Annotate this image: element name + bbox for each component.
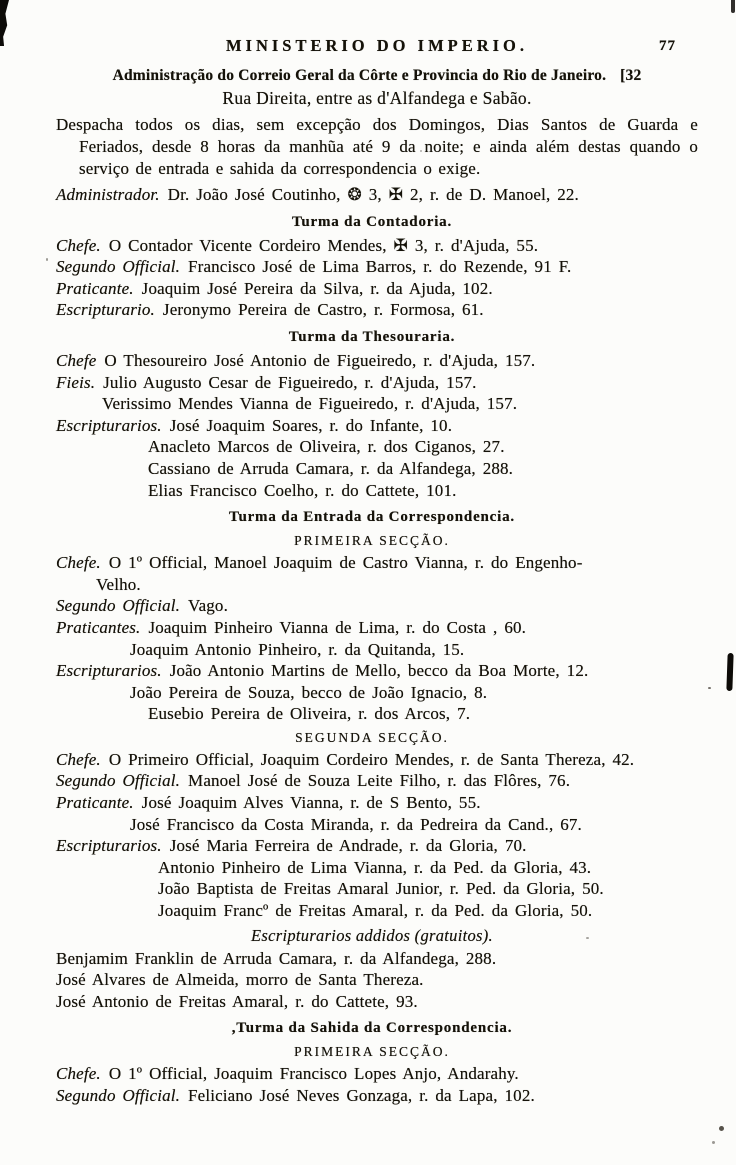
section-heading: Turma da Contadoria. [291,213,453,230]
entry-text: Feliciano José Neves Gonzaga, r. da Lapa, 102. [188,1086,535,1105]
directory-entry [56,814,698,836]
ink-speck [712,1141,715,1144]
entry-role-label: Escripturarios. [56,836,162,856]
directory-entry [56,857,698,879]
directory-entry [56,770,698,792]
intro-paragraph: Despacha todos os dias, sem excepção dos Domingos, Dias Santos de Guarda e Feriados, desde 8 horas da manhũa até 9 da noite; e ainda além destas quando o serviço de entrada e sahida da correspondencia o exige. [56,115,698,178]
directory-entry [56,703,698,725]
directory-entry [56,480,698,502]
directory-entry [56,436,698,458]
entry-role-label: Chefe. [56,1064,101,1084]
directory-entry [56,749,698,771]
directory-entry [56,595,698,617]
entry-text: José Maria Ferreira de Andrade, r. da Gloria, 70. [169,836,527,856]
entry-role-label: Praticantes. [56,617,141,637]
entry-role-label: Escripturario. [56,300,155,320]
running-head [56,36,698,60]
entry-text: Joaquim Francº de Freitas Amaral, r. da Ped. da Gloria, 50. [158,901,593,921]
masthead-title-text: Administração do Correio Geral da Côrte e Provincia do Rio de Janeiro. [112,67,607,84]
entry-text: Francisco José de Lima Barros, r. do Rezende, 91 F. [188,257,572,277]
section-heading: Turma da Entrada da Correspondencia. [229,509,515,526]
entry-text: José Joaquim Alves Vianna, r. de S Bento, 55. [141,793,481,813]
entry-role-label: Chefe. [56,553,101,573]
directory-entry [56,1085,698,1107]
entry-role-label: Escripturarios. [56,415,162,435]
entry-text: Dr. João José Coutinho, ❂ 3, ✠ 2, r. de D. Manoel, 22. [167,185,579,204]
directory-entry [56,792,698,814]
directory-entry [56,458,698,480]
directory-entry [56,415,698,437]
entry-text: Benjamim Franklin de Arruda Camara, r. da Alfandega, 288. [56,948,497,968]
directory-entry [56,660,698,682]
entry-text: Manoel José de Souza Leite Filho, r. das Flôres, 76. [188,771,571,791]
entry-text: João Antonio Martins de Mello, becco da Boa Morte, 12. [169,661,589,681]
entry-role-label: Chefe. [56,235,101,255]
subsection-heading: PRIMEIRA SECÇÃO. [294,533,450,549]
entry-text: Julio Augusto Cesar de Figueiredo, r. d'Ajuda, 157. [103,372,477,392]
entry-text: Verissimo Mendes Vianna de Figueiredo, r. d'Ajuda, 157. [102,394,518,414]
directory-entry [56,350,698,372]
entry-text: Cassiano de Arruda Camara, r. da Alfandega, 288. [148,458,514,478]
ink-mark-artifact [731,0,735,13]
entry-role-label: Administrador. [56,185,160,204]
entry-text: O Contador Vicente Cordeiro Mendes, ✠ 3, r. d'Ajuda, 55. [108,235,539,255]
section-heading: Turma da Thesouraria. [288,328,456,345]
entry-text: Anacleto Marcos de Oliveira, r. dos Ciganos, 27. [148,437,505,457]
entry-text: O Thesoureiro José Antonio de Figueiredo, r. d'Ajuda, 157. [104,350,536,370]
directory-entry [56,552,698,574]
ink-speck [708,687,711,689]
entry-text: Eusebio Pereira de Oliveira, r. dos Arcos, 7. [148,704,471,724]
entry-text: José Joaquim Soares, r. do Infante, 10. [169,415,453,435]
directory-entry [56,991,698,1013]
directory-entry [56,948,698,970]
directory-entry [56,835,698,857]
entry-role-label: Segundo Official. [56,257,181,277]
ink-speck [586,937,589,939]
entry-text: João Pereira de Souza, becco de João Ignacio, 8. [130,682,488,702]
subsection-heading: PRIMEIRA SECÇÃO. [294,1044,450,1060]
entry-role-label: Praticante. [56,278,134,298]
entry-role-label: Fieis. [56,372,96,392]
directory-entry [56,878,698,900]
entry-text: Joaquim José Pereira da Silva, r. da Ajuda, 102. [141,278,493,298]
directory-listing [56,184,698,1107]
entry-text: Joaquim Pinheiro Vianna de Lima, r. do Costa , 60. [148,617,527,637]
entry-text: Elias Francisco Coelho, r. do Cattete, 101. [148,480,457,500]
directory-entry [56,900,698,922]
directory-entry [56,574,698,596]
page-number: 77 [659,38,676,54]
masthead-title [56,67,698,85]
directory-entry [56,184,698,206]
ink-speck [420,150,422,152]
entry-text: Velho. [96,574,141,594]
signature-mark: [32 [620,67,642,84]
page-title: MINISTERIO DO IMPERIO. [225,36,529,55]
entry-text: João Baptista de Freitas Amaral Junior, r. Ped. da Gloria, 50. [158,879,604,899]
entry-text: O Primeiro Official, Joaquim Cordeiro Mendes, r. de Santa Thereza, 42. [108,749,635,769]
directory-entry [56,1063,698,1085]
directory-entry [56,639,698,661]
ink-speck [46,258,48,261]
section-heading: ,Turma da Sahida da Correspondencia. [231,1020,513,1037]
entry-role-label: Segundo Official. [56,1086,181,1105]
entry-role-label: Chefe [56,350,97,370]
subsection-heading: SEGUNDA SECÇÃO. [295,729,449,745]
ink-speck [719,1126,724,1131]
directory-entry [56,969,698,991]
entry-role-label: Escripturarios. [56,661,162,681]
directory-entry [56,682,698,704]
directory-entry [56,617,698,639]
entry-role-label: Segundo Official. [56,771,181,791]
directory-entry [56,235,698,257]
directory-entry [56,372,698,394]
directory-entry [56,256,698,278]
entry-text: O 1º Official, Manoel Joaquim de Castro Vianna, r. do Engenho- [108,553,583,573]
address-line: Rua Direita, entre as d'Alfandega e Sabão. [222,88,532,108]
entry-text: José Francisco da Costa Miranda, r. da Pedreira da Cand., 67. [130,814,582,834]
entry-role-label: Praticante. [56,793,134,813]
entry-text: Antonio Pinheiro de Lima Vianna, r. da Ped. da Gloria, 43. [158,857,592,877]
directory-entry [56,393,698,415]
entry-text: José Alvares de Almeida, morro de Santa Thereza. [56,970,424,990]
directory-entry [56,278,698,300]
addendum-heading: Escripturarios addidos (gratuitos). [251,925,493,945]
entry-role-label: Segundo Official. [56,596,181,616]
entry-text: José Antonio de Freitas Amaral, r. do Cattete, 93. [56,991,418,1011]
directory-entry [56,299,698,321]
entry-text: Jeronymo Pereira de Castro, r. Formosa, 61. [162,300,484,320]
entry-text: O 1º Official, Joaquim Francisco Lopes Anjo, Andarahy. [108,1064,519,1084]
entry-text: Joaquim Antonio Pinheiro, r. da Quitanda, 15. [130,639,465,659]
entry-role-label: Chefe. [56,749,101,769]
entry-text: Vago. [188,596,228,616]
